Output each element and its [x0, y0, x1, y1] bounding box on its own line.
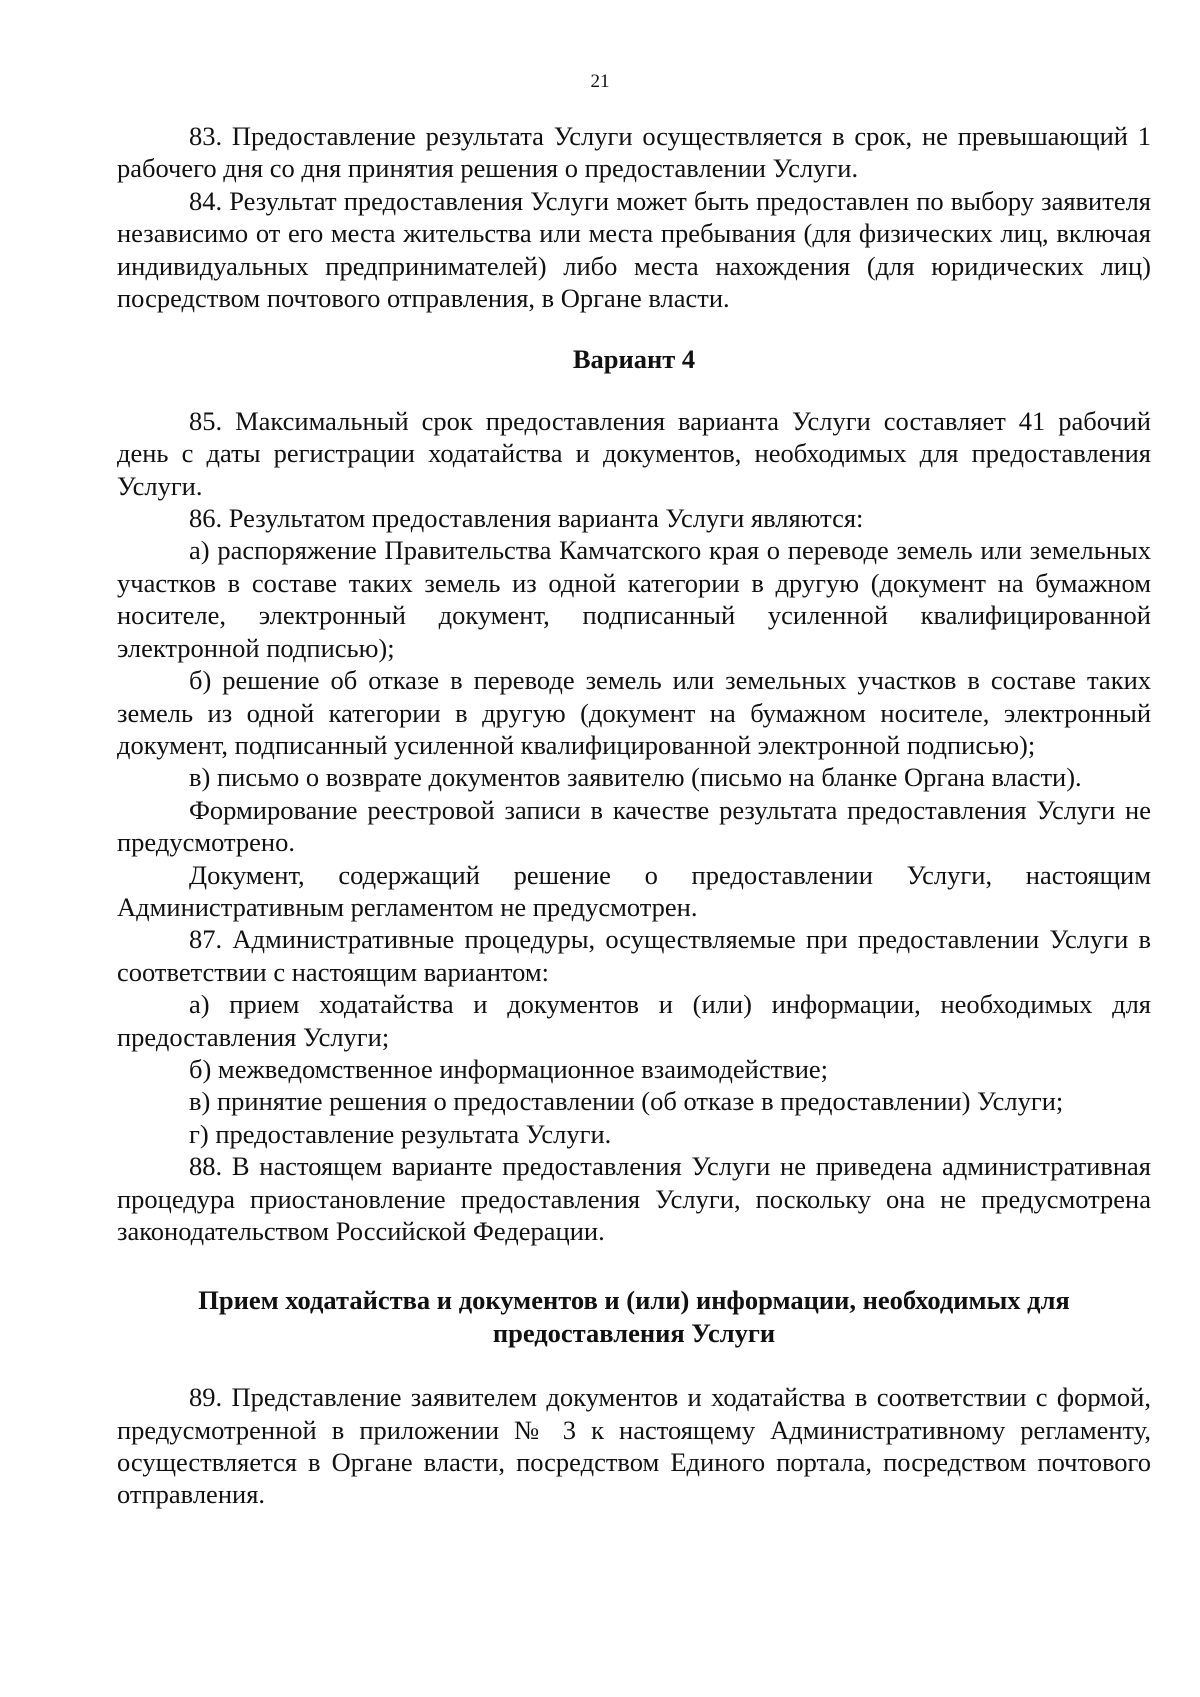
paragraph-88: 88. В настоящем варианте предоставления Услуги не приведена административная процедура приостановление предоставления Услуги, поскольку она не предусмотрена законодательством Российской Федерации. — [117, 1151, 1151, 1246]
list-item-87b: б) межведомственное информационное взаимодействие; — [189, 1053, 829, 1084]
paragraph-85: 85. Максимальный срок предоставления варианта Услуги составляет 41 рабочий день с даты регистрации ходатайства и документов, необходимых для предоставления Услуги. — [117, 405, 1151, 501]
paragraph-87: 87. Административные процедуры, осуществляемые при предоставлении Услуги в соответствии с настоящим вариантом: — [117, 924, 1151, 987]
paragraph-86: 86. Результатом предоставления варианта Услуги являются: — [189, 503, 864, 534]
list-item-87a: а) прием ходатайства и документов и (или) информации, необходимых для предоставления Услуги; — [117, 989, 1151, 1052]
paragraph-83: 83. Предоставление результата Услуги осуществляется в срок, не превышающий 1 рабочего дня со дня принятия решения о предоставлении Услуги. — [117, 121, 1151, 184]
paragraph-decision-document: Документ, содержащий решение о предоставлении Услуги, настоящим Административным регламентом не предусмотрен. — [117, 859, 1151, 922]
paragraph-84: 84. Результат предоставления Услуги может быть предоставлен по выбору заявителя независимо от его места жительства или места пребывания (для физических лиц, включая индивидуальных предпринимателей) либо места нахождения (для юридических лиц) посредством почтового отправления, в Органе власти. — [117, 185, 1151, 314]
heading-variant-4: Вариант 4 — [572, 344, 696, 375]
document-body — [117, 120, 1151, 1511]
list-item-86b: б) решение об отказе в переводе земель или земельных участков в составе таких земель из одной категории в другую (документ на бумажном носителе, электронный документ, подписанный усиленной квалифицированной электронной подписью); — [117, 665, 1151, 760]
heading-application-intake: Прием ходатайства и документов и (или) информации, необходимых для предоставления Услуги — [198, 1285, 1070, 1348]
paragraph-registry-record: Формирование реестровой записи в качестве результата предоставления Услуги не предусмотрено. — [117, 794, 1151, 858]
list-item-87d: г) предоставление результата Услуги. — [189, 1118, 612, 1149]
paragraph-89: 89. Представление заявителем документов и ходатайства в соответствии с формой, предусмотренной в приложении № 3 к настоящему Административному регламенту, осуществляется в Органе власти, посредством Единого портала, посредством почтового отправления. — [117, 1382, 1151, 1510]
list-item-86c: в) письмо о возврате документов заявителю (письмо на бланке Органа власти). — [189, 762, 1082, 793]
list-item-86a: а) распоряжение Правительства Камчатского края о переводе земель или земельных участков в составе таких земель из одной категории в другую (документ на бумажном носителе, электронный документ, подписанный усиленной квалифицированной электронной подписью); — [117, 535, 1151, 663]
page-number: 21 — [590, 71, 610, 92]
list-item-87c: в) принятие решения о предоставлении (об отказе в предоставлении) Услуги; — [189, 1086, 1064, 1117]
